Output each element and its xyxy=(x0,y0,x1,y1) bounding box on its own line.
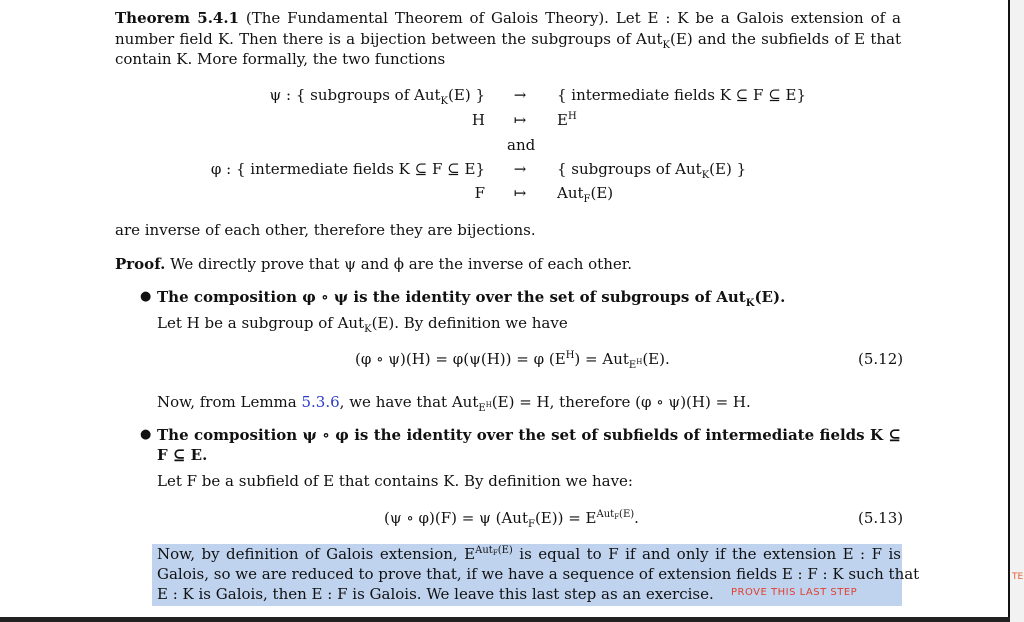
phi-arrow: → xyxy=(513,160,527,178)
theorem-text-1: Let E : K be a Galois extension of a xyxy=(615,9,901,27)
psi-maps-to: ↦ xyxy=(513,111,527,129)
sup-subscript: F xyxy=(614,513,620,521)
aut-end: (E) xyxy=(590,184,614,202)
proof-line xyxy=(115,254,632,274)
adjacent-page-strip xyxy=(1010,0,1024,622)
bullet1-heading-text: The composition φ ∘ ψ is the identity over the set of subgroups of Aut xyxy=(157,288,746,306)
subscript: K xyxy=(745,298,755,309)
eq-part: (E)) = E xyxy=(534,509,597,527)
proof-label: Proof. xyxy=(115,255,166,273)
phi-codomain-end: (E) } xyxy=(709,160,747,178)
bullet2-heading: The composition ψ ∘ φ is the identity over the set of subfields of intermediate fields K ⊆ xyxy=(157,426,901,444)
equation-number-5-12: (5.12) xyxy=(858,350,904,368)
conclusion-text: , we have that Aut xyxy=(339,393,479,411)
eq-part: (ψ ∘ φ)(F) = ψ (Aut xyxy=(384,509,528,527)
sup-end: (E) xyxy=(619,509,635,520)
theorem-text-2: number field K. Then there is a bijection between the subgroups of Aut xyxy=(115,30,663,48)
phi-codomain-text: { subgroups of Aut xyxy=(557,160,702,178)
sup-text: Aut xyxy=(475,545,493,556)
eq-part: . xyxy=(634,509,639,527)
subscript xyxy=(478,403,491,414)
hl-text: Now, by definition of Galois extension, E xyxy=(157,545,476,563)
psi-image xyxy=(557,110,577,130)
bullet1-heading xyxy=(157,287,785,307)
handwritten-annotation: PROVE THIS LAST STEP xyxy=(731,587,858,598)
equation-number-5-13: (5.13) xyxy=(858,509,904,527)
psi-arrow: → xyxy=(513,86,527,104)
EH-base: E xyxy=(557,111,568,129)
superscript xyxy=(475,545,513,556)
bullet1-line-text: Let H be a subgroup of Aut xyxy=(157,314,365,332)
subscript xyxy=(629,360,642,371)
phi-codomain xyxy=(557,159,746,179)
psi-codomain: { intermediate fields K ⊆ F ⊆ E} xyxy=(557,86,807,104)
sub-base: E xyxy=(628,360,637,371)
highlight-line-2: Galois, so we are reduced to prove that, if we have a sequence of extension fields E : F : K such that xyxy=(157,565,920,583)
equation-5-12 xyxy=(355,349,670,369)
equation-5-13 xyxy=(384,508,639,528)
sub-superscript: H xyxy=(636,358,643,366)
conclusion-text: Now, from Lemma xyxy=(157,393,302,411)
theorem-line-2 xyxy=(115,29,901,49)
subscript: F xyxy=(527,519,535,530)
superscript: H xyxy=(565,350,575,361)
sup-subscript: F xyxy=(492,549,498,557)
bullet2-heading-2: F ⊆ E. xyxy=(157,446,208,464)
psi-domain-text: ψ : { subgroups of Aut xyxy=(269,86,441,104)
phi-F: F xyxy=(474,184,485,202)
phi-image xyxy=(557,183,613,203)
eq-part: (E). xyxy=(642,350,670,368)
subscript: K xyxy=(701,170,710,181)
proof-text: We directly prove that ψ and ϕ are the inverse of each other. xyxy=(170,255,633,273)
conclusion-text: (E) = H, therefore (φ ∘ ψ)(H) = H. xyxy=(491,393,751,411)
page-bottom-border xyxy=(0,617,1010,622)
after-theorem-text: are inverse of each other, therefore they are bijections. xyxy=(115,221,536,239)
highlight-line-3: E : K is Galois, then E : F is Galois. We leave this last step as an exercise. xyxy=(157,585,714,603)
theorem-label: Theorem 5.4.1 xyxy=(115,9,240,27)
theorem-name: (The Fundamental Theorem of Galois Theory). xyxy=(245,9,609,27)
psi-domain xyxy=(200,85,485,105)
lemma-link[interactable]: 5.3.6 xyxy=(301,393,340,411)
subscript: F xyxy=(583,194,591,205)
superscript: H xyxy=(567,111,577,122)
eq-part: (φ ∘ ψ)(H) = φ(ψ(H)) = φ (E xyxy=(355,350,566,368)
bullet1-conclusion xyxy=(157,392,751,412)
bullet2-line: Let F be a subfield of E that contains K. By definition we have: xyxy=(157,472,633,490)
phi-maps-to: ↦ xyxy=(513,184,527,202)
adjacent-page-text: TE xyxy=(1012,572,1024,582)
superscript xyxy=(597,509,635,520)
eq-part: ) = Aut xyxy=(574,350,629,368)
theorem-text-2-end: (E) and the subfields of E that xyxy=(670,30,902,48)
bullet-marker-2: ● xyxy=(140,427,152,442)
subscript: K xyxy=(662,40,671,51)
theorem-line-3: contain K. More formally, the two functions xyxy=(115,50,446,68)
sup-text: Aut xyxy=(596,509,615,520)
sub-superscript: H xyxy=(485,401,492,409)
psi-H: H xyxy=(471,111,485,129)
bullet1-line-end: (E). By definition we have xyxy=(371,314,568,332)
subscript: K xyxy=(440,96,449,107)
and-word: and xyxy=(507,136,536,154)
aut-text: Aut xyxy=(557,184,584,202)
sub-base: E xyxy=(478,403,486,414)
bullet-marker-1: ● xyxy=(140,289,152,304)
subscript: K xyxy=(364,324,372,335)
bullet1-line xyxy=(157,313,568,333)
hl-text: is equal to F if and only if the extension E : F is xyxy=(512,545,902,563)
phi-domain: φ : { intermediate fields K ⊆ F ⊆ E} xyxy=(210,160,485,178)
bullet1-heading-end: (E). xyxy=(754,288,786,306)
sup-end: (E) xyxy=(497,545,513,556)
psi-domain-end: (E) } xyxy=(448,86,485,104)
highlight-line-1 xyxy=(157,544,901,564)
theorem-line-1 xyxy=(115,8,901,28)
